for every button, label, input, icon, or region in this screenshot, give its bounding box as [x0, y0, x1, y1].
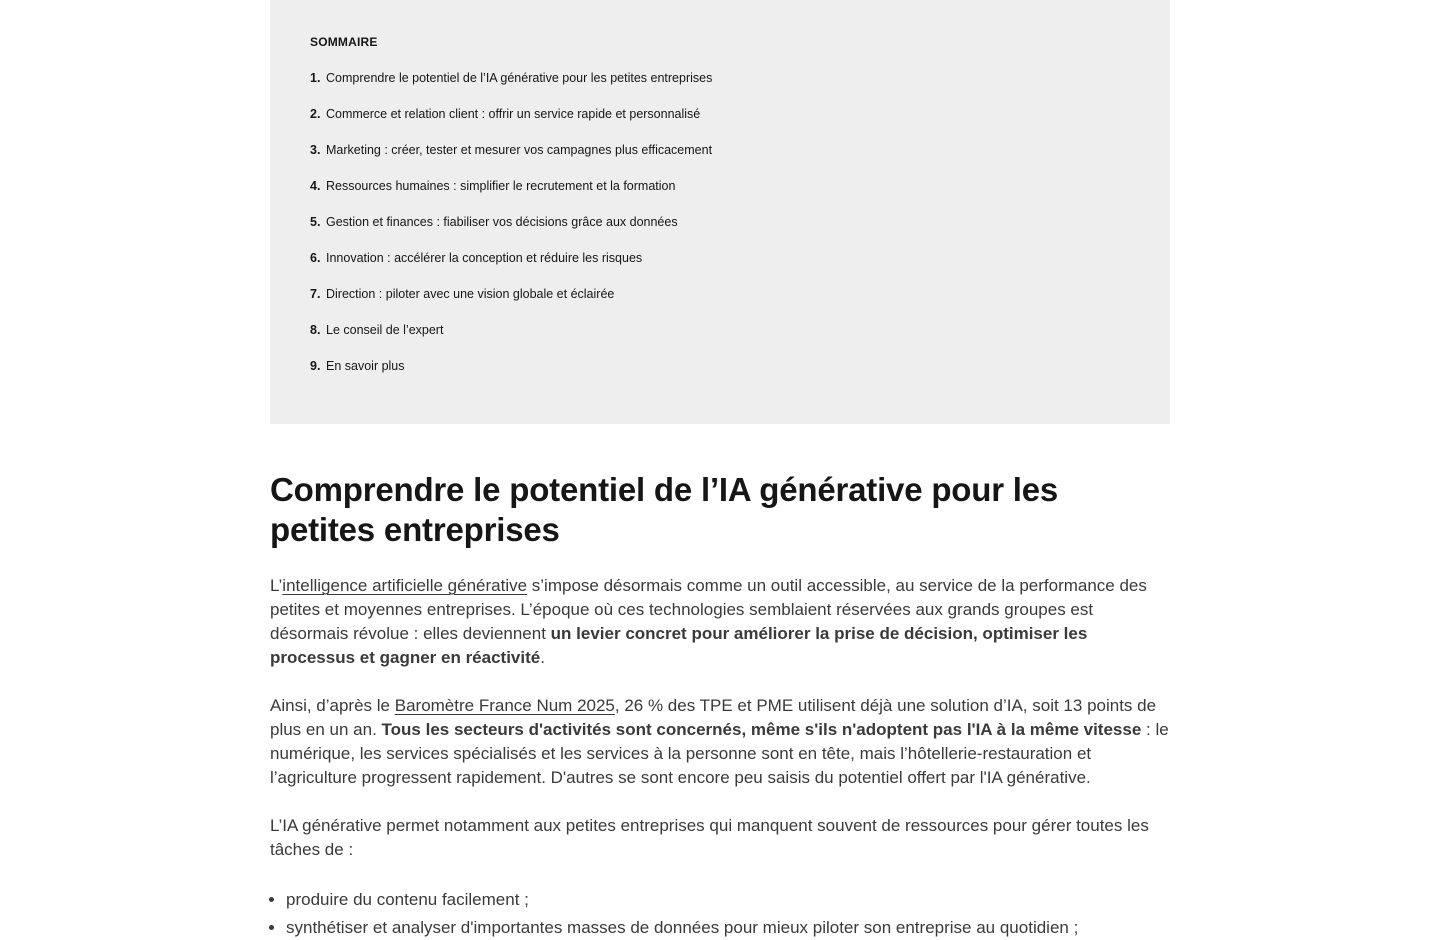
toc-item-5	[310, 214, 1130, 250]
list-item: • produire du contenu facilement ;	[286, 886, 1170, 914]
toc-item-number: 7.	[310, 287, 321, 301]
text-fragment: s’impose désormais comme un outil accessible, au service de la performance des petites et moyennes entreprises. L’époque où ces technologies semblaient réservées aux grands groupes est désormais révolue : elles deviennent	[270, 576, 1147, 643]
barometer-paragraph	[270, 694, 1170, 790]
text-fragment: .	[540, 648, 545, 667]
benefits-list	[270, 886, 1170, 940]
toc-item-number: 3.	[310, 143, 321, 157]
text-fragment: L’	[270, 576, 283, 595]
list-item: • synthétiser et analyser d'importantes masses de données pour mieux piloter son entreprise au quotidien ;	[286, 914, 1170, 940]
toc-item-number: 6.	[310, 251, 321, 265]
toc-item-9	[310, 358, 1130, 394]
toc-link-ressources-humaines[interactable]: Ressources humaines : simplifier le recrutement et la formation	[326, 179, 676, 193]
section-heading: Comprendre le potentiel de l’IA générative pour les petites entreprises	[270, 471, 1059, 548]
link-ia-generative[interactable]: intelligence artificielle générative	[282, 576, 528, 595]
toc-item-number: 2.	[310, 107, 321, 121]
toc-item-2	[310, 106, 1130, 142]
toc-link-gestion-finances[interactable]: Gestion et finances : fiabiliser vos décisions grâce aux données	[326, 215, 678, 229]
table-of-contents	[270, 0, 1170, 424]
bold-text: Tous les secteurs d'activités sont concernés, même s'ils n'adoptent pas l'IA à la même vitesse	[381, 720, 1142, 739]
toc-item-8	[310, 322, 1130, 358]
toc-item-number: 5.	[310, 215, 321, 229]
toc-item-number: 1.	[310, 71, 321, 85]
bold-text: un levier concret pour améliorer la prise de décision, optimiser les processus et gagner en réactivité	[270, 624, 1088, 667]
toc-link-commerce[interactable]: Commerce et relation client : offrir un service rapide et personnalisé	[326, 107, 701, 121]
text-fragment: : le numérique, les services spécialisés et les services à la personne sont en tête, mais l’hôtellerie-restauration et l’agriculture progressent rapidement. D'autres se sont encore peu saisis du potentiel offert par l'IA générative.	[270, 720, 1169, 787]
toc-title: SOMMAIRE	[310, 35, 378, 49]
article-content	[270, 470, 1170, 940]
toc-item-number: 4.	[310, 179, 321, 193]
toc-item-7	[310, 286, 1130, 322]
toc-link-conseil-expert[interactable]: Le conseil de l’expert	[326, 323, 444, 337]
toc-item-3	[310, 142, 1130, 178]
toc-link-en-savoir-plus[interactable]: En savoir plus	[326, 359, 405, 373]
text-fragment: , 26 % des TPE et PME utilisent déjà une solution d’IA, soit 13 points de plus en un an.	[270, 696, 1157, 739]
intro-paragraph	[270, 574, 1170, 670]
toc-link-marketing[interactable]: Marketing : créer, tester et mesurer vos campagnes plus efficacement	[326, 143, 713, 157]
text-fragment: Ainsi, d’après le	[270, 696, 395, 715]
toc-link-potentiel[interactable]: Comprendre le potentiel de l’IA générative pour les petites entreprises	[326, 71, 713, 85]
toc-item-number: 8.	[310, 323, 321, 337]
toc-item-6	[310, 250, 1130, 286]
benefits-intro-paragraph: L’IA générative permet notamment aux petites entreprises qui manquent souvent de ressources pour gérer toutes les tâches de :	[270, 816, 1149, 859]
toc-link-direction[interactable]: Direction : piloter avec une vision globale et éclairée	[326, 287, 615, 301]
toc-item-4	[310, 178, 1130, 214]
toc-item-number: 9.	[310, 359, 321, 373]
toc-link-innovation[interactable]: Innovation : accélérer la conception et réduire les risques	[326, 251, 643, 265]
link-barometre-france-num[interactable]: Baromètre France Num 2025	[394, 696, 615, 715]
toc-list	[310, 70, 1130, 394]
toc-item-1	[310, 70, 1130, 106]
